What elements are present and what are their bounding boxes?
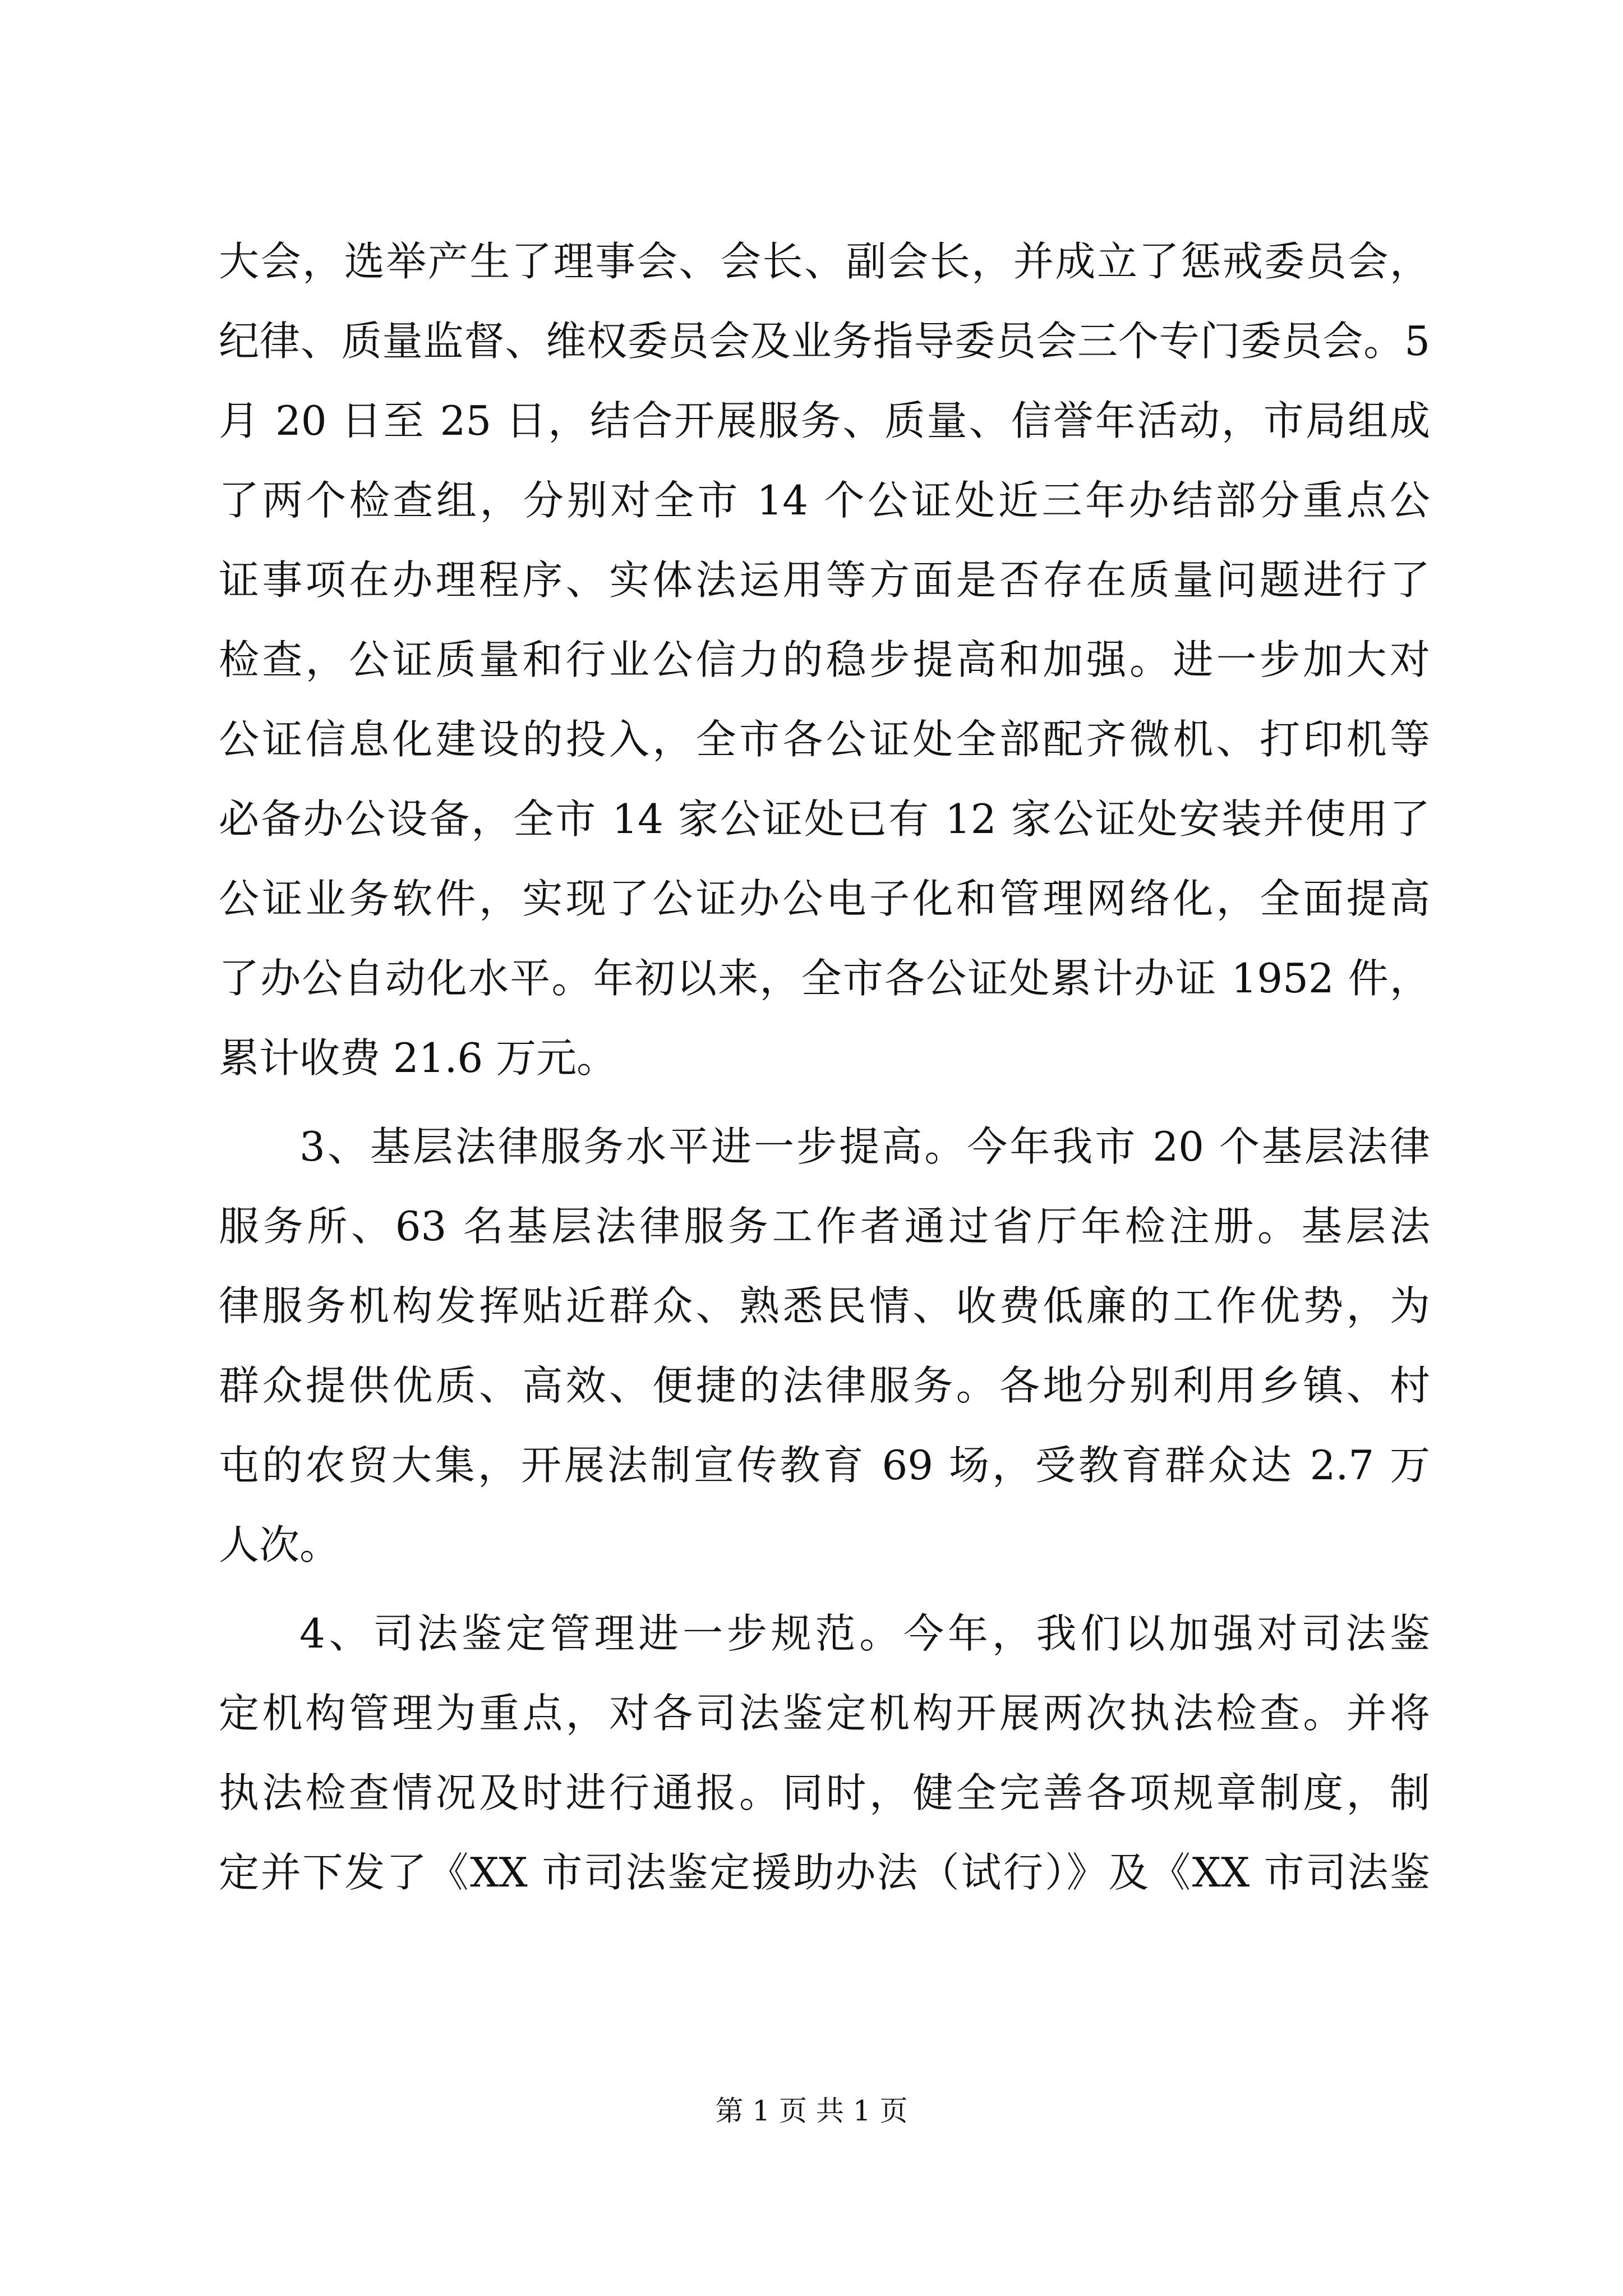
text-line: 了办公自动化水平。年初以来，全市各公证处累计办证 1952 件，	[219, 955, 1430, 1002]
text-line: 律服务机构发挥贴近群众、熟悉民情、收费低廉的工作优势，为	[219, 1282, 1430, 1329]
document-body	[219, 222, 1430, 1912]
text-line: 人次。	[219, 1521, 340, 1568]
text-line: 群众提供优质、高效、便捷的法律服务。各地分别利用乡镇、村	[219, 1362, 1430, 1409]
paragraph-legal-services	[219, 1107, 1430, 1585]
text-line: 执法检查情况及时进行通报。同时，健全完善各项规章制度，制	[219, 1769, 1430, 1816]
text-line: 证事项在办理程序、实体法运用等方面是否存在质量问题进行了	[219, 556, 1430, 604]
text-line: 定并下发了《XX 市司法鉴定援助办法（试行）》及《XX 市司法鉴	[219, 1849, 1430, 1896]
text-line: 大会，选举产生了理事会、会长、副会长，并成立了惩戒委员会，	[219, 238, 1430, 285]
text-line: 公证业务软件，实现了公证办公电子化和管理网络化，全面提高	[219, 875, 1430, 922]
text-line: 4、司法鉴定管理进一步规范。今年，我们以加强对司法鉴	[299, 1610, 1430, 1657]
text-line: 定机构管理为重点，对各司法鉴定机构开展两次执法检查。并将	[219, 1690, 1430, 1737]
text-line: 月 20 日至 25 日，结合开展服务、质量、信誉年活动，市局组成	[219, 397, 1430, 444]
text-line: 3、基层法律服务水平进一步提高。今年我市 20 个基层法律	[299, 1123, 1430, 1170]
text-line: 屯的农贸大集，开展法制宣传教育 69 场，受教育群众达 2.7 万	[219, 1442, 1430, 1489]
paragraph-notary	[219, 222, 1430, 1098]
text-line: 纪律、质量监督、维权委员会及业务指导委员会三个专门委员会。5	[219, 318, 1430, 365]
text-line: 服务所、63 名基层法律服务工作者通过省厅年检注册。基层法	[219, 1203, 1430, 1250]
text-line: 检查，公证质量和行业公信力的稳步提高和加强。进一步加大对	[219, 636, 1430, 683]
paragraph-judicial-appraisal	[219, 1594, 1430, 1912]
page-number-footer: 第 1 页 共 1 页	[715, 2095, 908, 2127]
text-line: 必备办公设备，全市 14 家公证处已有 12 家公证处安装并使用了	[219, 795, 1430, 843]
text-line: 累计收费 21.6 万元。	[219, 1034, 617, 1082]
text-line: 了两个检查组，分别对全市 14 个公证处近三年办结部分重点公	[219, 477, 1430, 524]
text-line: 公证信息化建设的投入，全市各公证处全部配齐微机、打印机等	[219, 716, 1430, 763]
